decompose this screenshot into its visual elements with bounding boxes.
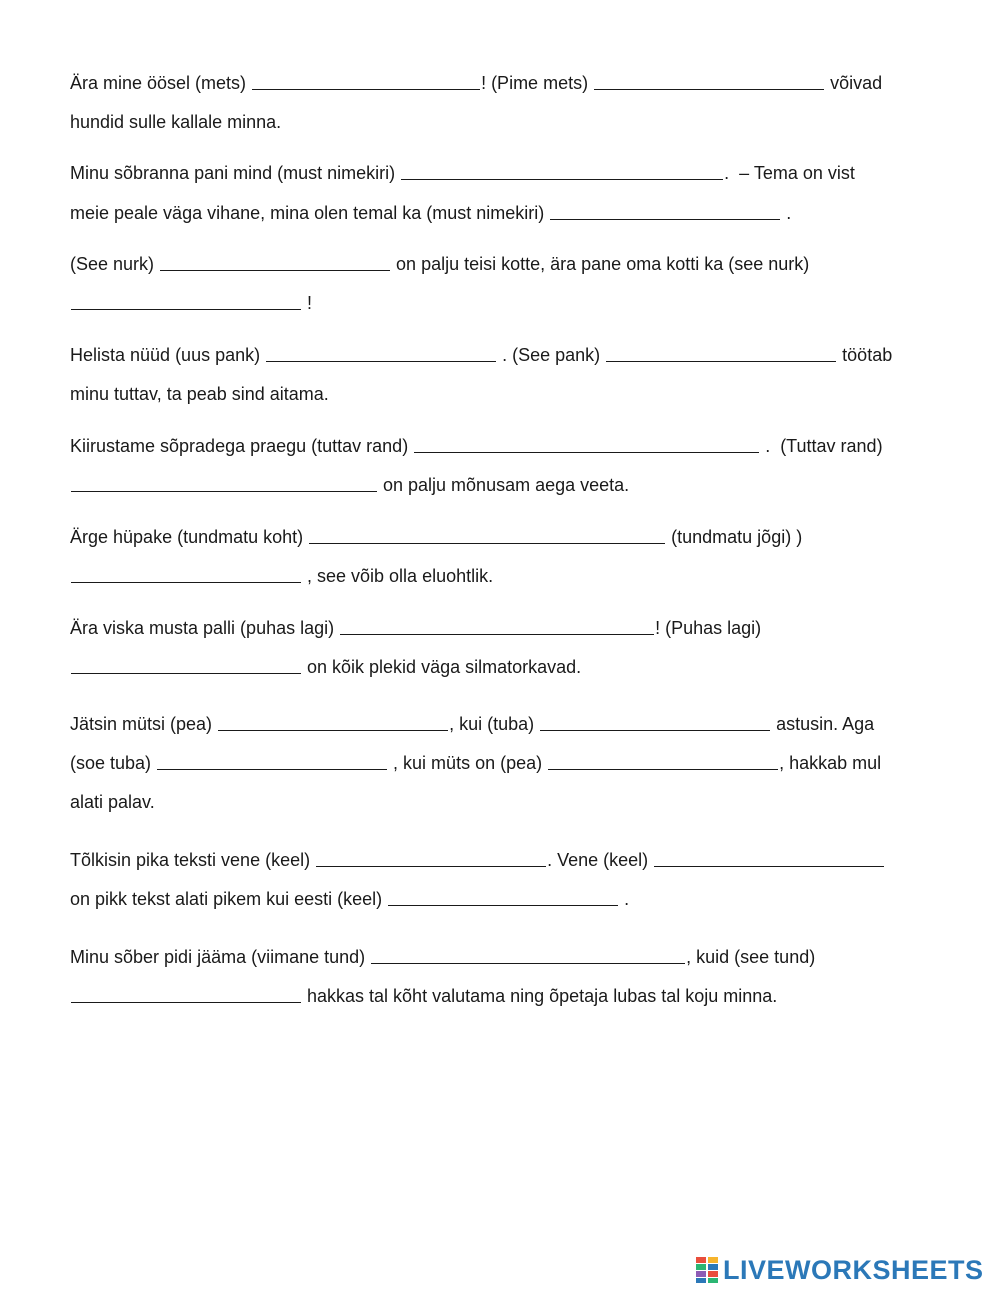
- exercise-line: [70, 72, 882, 94]
- line-text: alati palav.: [70, 792, 155, 812]
- answer-blank[interactable]: [414, 435, 759, 453]
- line-text: hakkas tal kõht valutama ning õpetaja lubas tal koju minna.: [302, 986, 778, 1006]
- exercise-line: [70, 985, 777, 1007]
- line-text: astusin. Aga: [771, 714, 875, 734]
- answer-blank[interactable]: [252, 72, 480, 90]
- line-text: , kui (tuba): [449, 714, 540, 734]
- exercise-line: [70, 849, 885, 871]
- exercise-line: [70, 617, 761, 639]
- line-text: Jätsin mütsi (pea): [70, 714, 218, 734]
- line-text: , kui müts on (pea): [388, 753, 548, 773]
- line-text: , see võib olla eluohtlik.: [302, 566, 494, 586]
- answer-blank[interactable]: [550, 202, 780, 220]
- line-text: minu tuttav, ta peab sind aitama.: [70, 384, 329, 404]
- answer-blank[interactable]: [160, 253, 390, 271]
- line-text: on pikk tekst alati pikem kui eesti (keel): [70, 889, 388, 909]
- exercise-line: [70, 111, 281, 133]
- line-text: Minu sõbranna pani mind (must nimekiri): [70, 163, 401, 183]
- line-text: (tundmatu jõgi) ): [666, 527, 803, 547]
- answer-blank[interactable]: [71, 656, 301, 674]
- exercise-line: [70, 292, 312, 314]
- exercise-line: [70, 344, 892, 366]
- line-text: Kiirustame sõpradega praegu (tuttav rand): [70, 436, 414, 456]
- answer-blank[interactable]: [540, 713, 770, 731]
- line-text: . Vene (keel): [547, 850, 654, 870]
- line-text: võivad: [825, 73, 883, 93]
- answer-blank[interactable]: [266, 344, 496, 362]
- line-text: Tõlkisin pika teksti vene (keel): [70, 850, 316, 870]
- answer-blank[interactable]: [606, 344, 836, 362]
- exercise-line: [70, 474, 629, 496]
- brand-name: LIVEWORKSHEETS: [723, 1254, 984, 1285]
- answer-blank[interactable]: [309, 526, 665, 544]
- exercise-line: [70, 713, 874, 735]
- line-text: on kõik plekid väga silmatorkavad.: [302, 657, 582, 677]
- exercise-line: [70, 526, 802, 548]
- line-text: .: [781, 203, 792, 223]
- line-text: . – Tema on vist: [724, 163, 855, 183]
- answer-blank[interactable]: [654, 849, 884, 867]
- answer-blank[interactable]: [71, 292, 301, 310]
- answer-blank[interactable]: [71, 565, 301, 583]
- answer-blank[interactable]: [548, 752, 778, 770]
- answer-blank[interactable]: [71, 474, 377, 492]
- line-text: . (Tuttav rand): [760, 436, 883, 456]
- line-text: , hakkab mul: [779, 753, 882, 773]
- line-text: meie peale väga vihane, mina olen temal ka (must nimekiri): [70, 203, 550, 223]
- answer-blank[interactable]: [157, 752, 387, 770]
- line-text: Ärge hüpake (tundmatu koht): [70, 527, 309, 547]
- line-text: , kuid (see tund): [686, 947, 816, 967]
- exercise-line: [70, 383, 329, 405]
- answer-blank[interactable]: [218, 713, 448, 731]
- line-text: (See nurk): [70, 254, 160, 274]
- line-text: . (See pank): [497, 345, 606, 365]
- line-text: ! (Pime mets): [481, 73, 594, 93]
- liveworksheets-logo-icon: [695, 1256, 719, 1284]
- exercise-line: [70, 202, 791, 224]
- exercise-line: [70, 435, 883, 457]
- exercise-line: [70, 752, 881, 774]
- line-text: .: [619, 889, 630, 909]
- line-text: Ära viska musta palli (puhas lagi): [70, 618, 340, 638]
- line-text: on palju teisi kotte, ära pane oma kotti ka (see nurk): [391, 254, 810, 274]
- answer-blank[interactable]: [594, 72, 824, 90]
- line-text: Ära mine öösel (mets): [70, 73, 252, 93]
- answer-blank[interactable]: [388, 888, 618, 906]
- line-text: Minu sõber pidi jääma (viimane tund): [70, 947, 371, 967]
- line-text: Helista nüüd (uus pank): [70, 345, 266, 365]
- exercise-line: [70, 946, 815, 968]
- line-text: hundid sulle kallale minna.: [70, 112, 282, 132]
- line-text: !: [302, 293, 313, 313]
- exercise-line: [70, 888, 629, 910]
- answer-blank[interactable]: [340, 617, 654, 635]
- exercise-line: [70, 162, 855, 184]
- liveworksheets-brand: [695, 1254, 984, 1286]
- answer-blank[interactable]: [71, 985, 301, 1003]
- exercise-line: [70, 656, 581, 678]
- answer-blank[interactable]: [371, 946, 685, 964]
- answer-blank[interactable]: [401, 162, 723, 180]
- line-text: on palju mõnusam aega veeta.: [378, 475, 630, 495]
- answer-blank[interactable]: [316, 849, 546, 867]
- exercise-line: [70, 253, 809, 275]
- exercise-line: [70, 791, 155, 813]
- line-text: ! (Puhas lagi): [655, 618, 762, 638]
- line-text: (soe tuba): [70, 753, 157, 773]
- line-text: töötab: [837, 345, 893, 365]
- exercise-line: [70, 565, 493, 587]
